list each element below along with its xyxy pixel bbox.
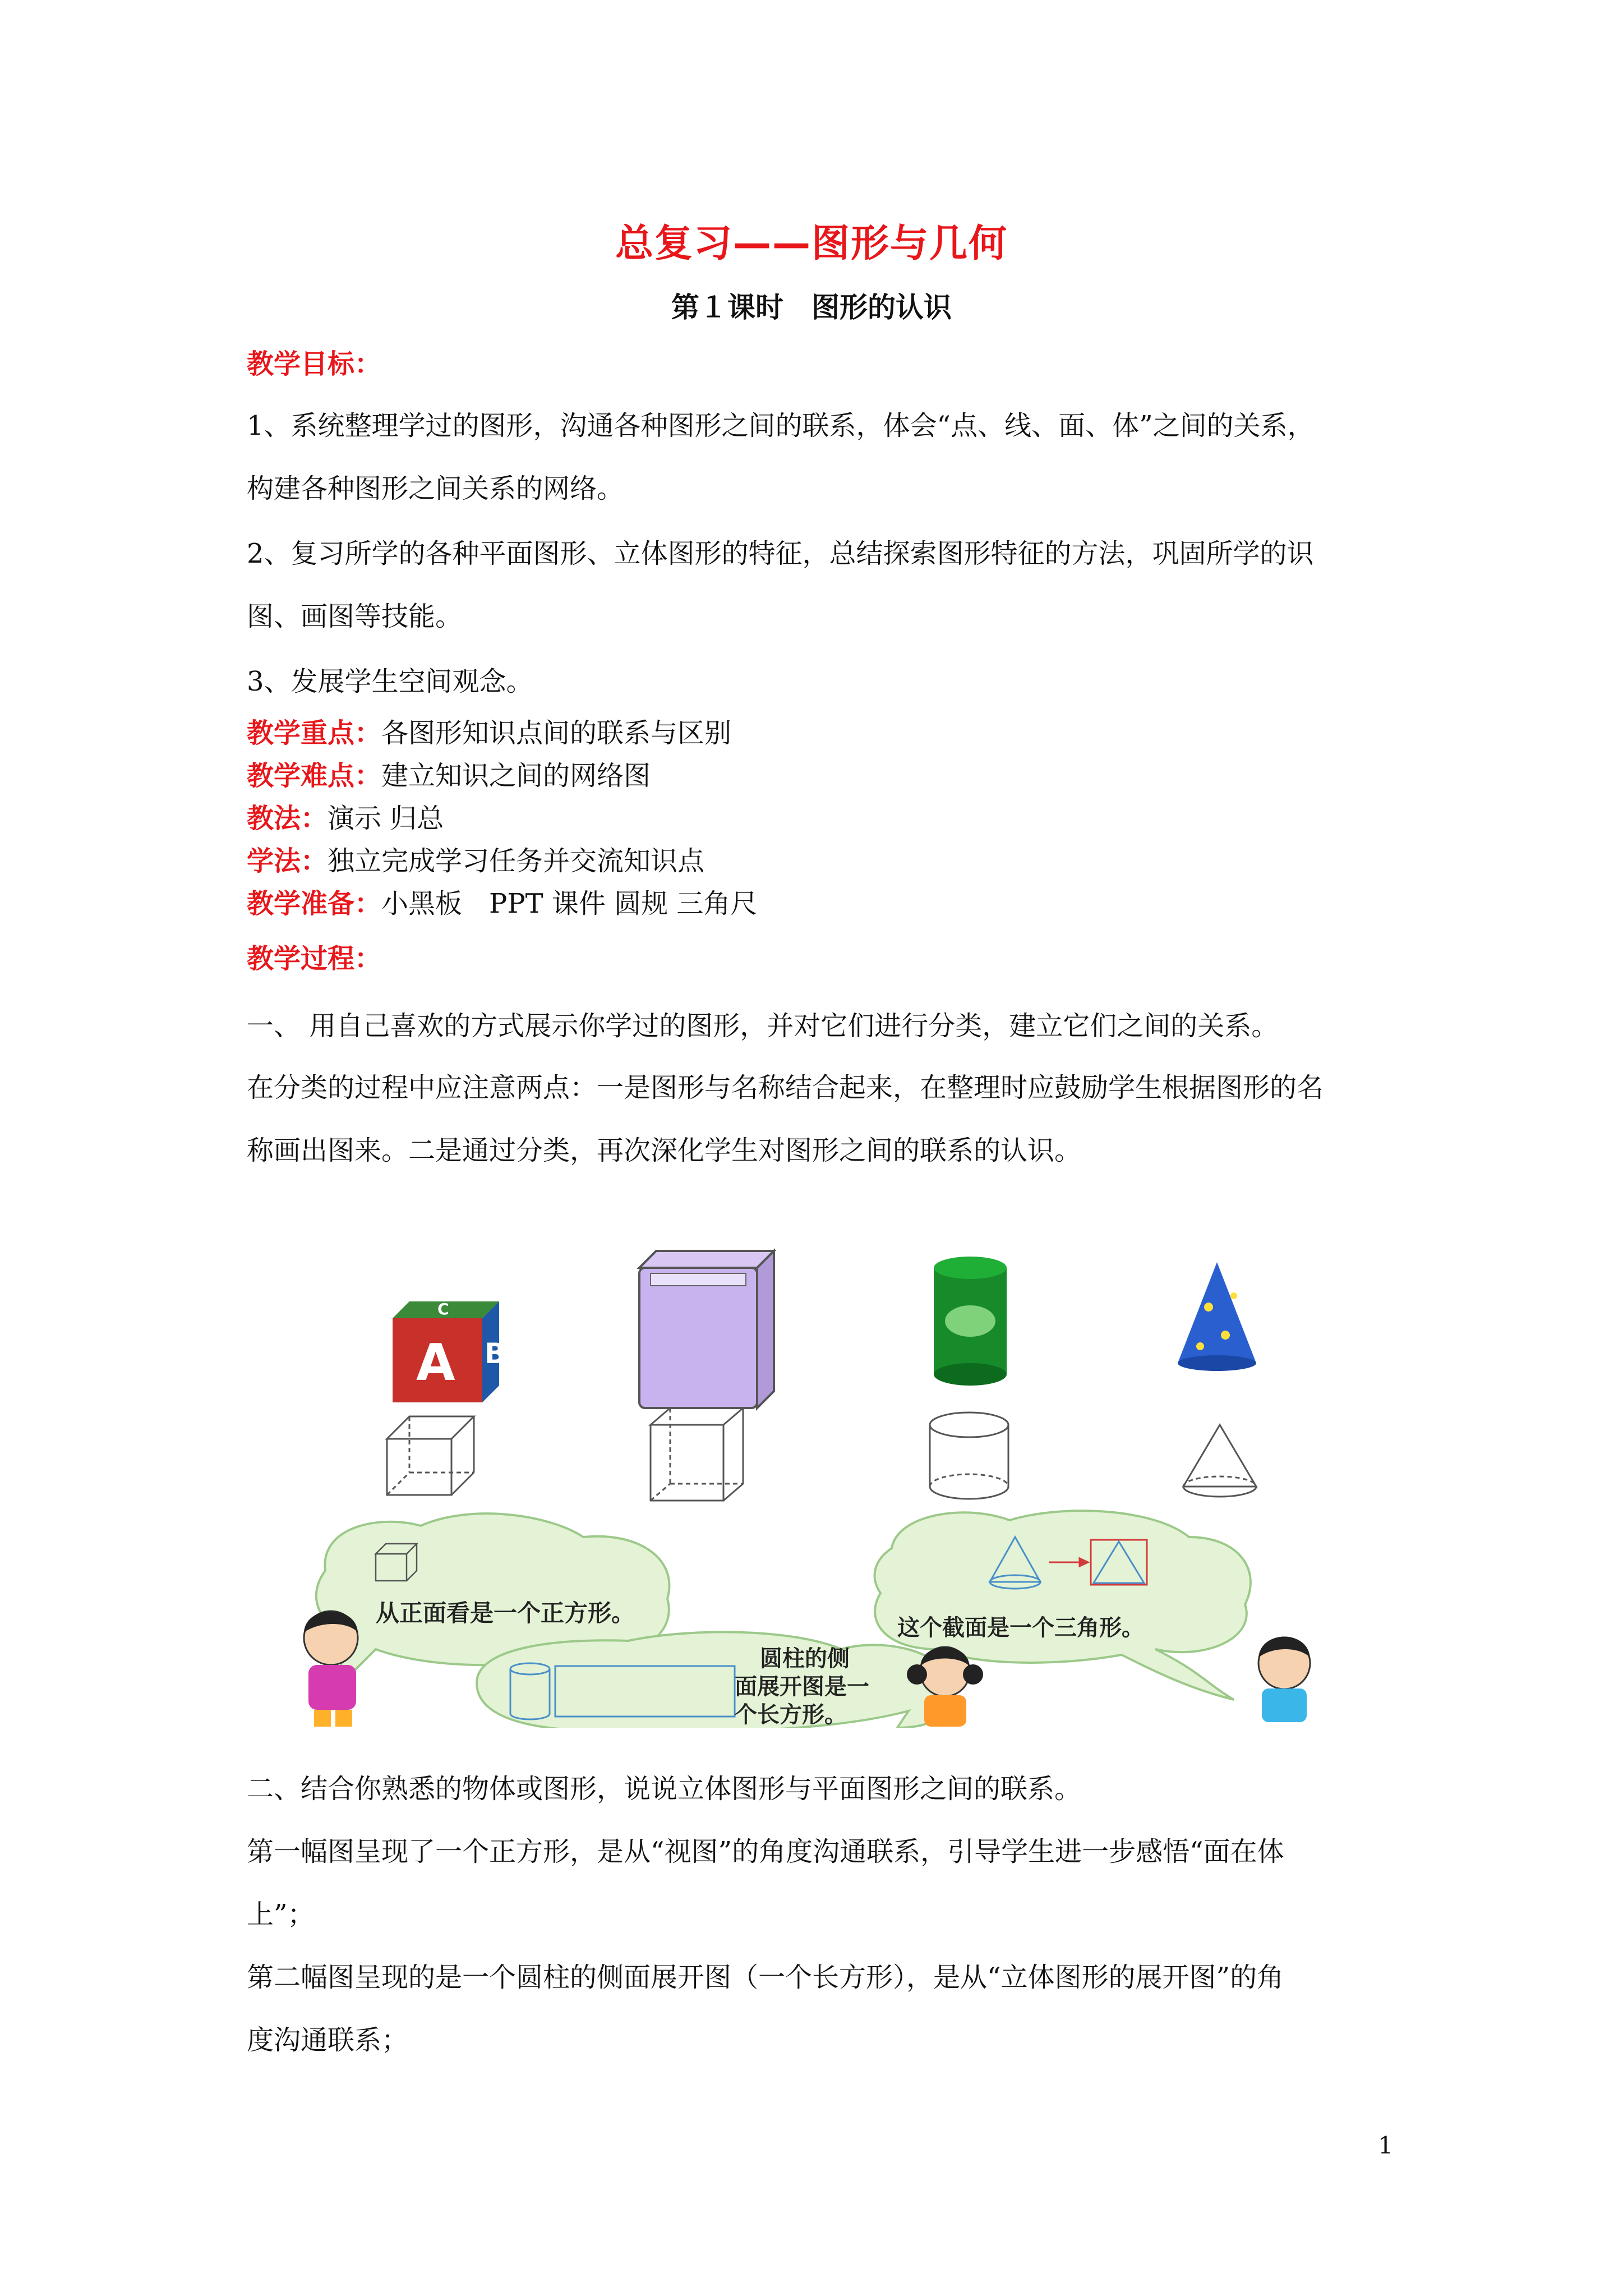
preparation-value: 小黑板 PPT 课件 圆规 三角尺 xyxy=(381,888,758,919)
difficult-points-row xyxy=(247,754,651,793)
bubble-middle-line-3: 个长方形。 xyxy=(735,1702,847,1728)
boy-right-icon xyxy=(1258,1637,1310,1723)
learning-method-value: 独立完成学习任务并交流知识点 xyxy=(328,845,705,877)
boy-left-icon xyxy=(304,1611,358,1727)
key-points-row xyxy=(247,711,731,750)
objective-line: 2、复习所学的各种平面图形、立体图形的特征，总结探索图形特征的方法，巩固所学的识 xyxy=(247,538,1314,569)
process-line: 第一幅图呈现了一个正方形，是从“视图”的角度沟通联系，引导学生进一步感悟“面在体 xyxy=(247,1836,1284,1867)
process-line: 第二幅图呈现的是一个圆柱的侧面展开图（一个长方形），是从“立体图形的展开图”的角 xyxy=(247,1962,1284,1993)
cube-letter-b: B xyxy=(485,1337,506,1370)
key-points-value: 各图形知识点间的联系与区别 xyxy=(381,717,732,749)
objective-line: 3、发展学生空间观念。 xyxy=(247,666,533,697)
cylinder-wireframe xyxy=(930,1412,1008,1499)
objective-line: 1、系统整理学过的图形，沟通各种图形之间的联系，体会“点、线、面、体”之间的关系， xyxy=(247,410,1315,441)
washing-machine-icon xyxy=(639,1251,774,1408)
learning-method-row xyxy=(247,839,704,878)
objective-line: 构建各种图形之间关系的网络。 xyxy=(247,473,624,504)
difficult-points-value: 建立知识之间的网络图 xyxy=(381,760,651,792)
preparation-row xyxy=(247,882,757,921)
bubble-middle-line-1: 圆柱的侧 xyxy=(760,1646,850,1672)
key-points-label: 教学重点： xyxy=(247,717,382,749)
teaching-method-label: 教法： xyxy=(247,803,328,834)
learning-method-label: 学法： xyxy=(247,845,328,877)
process-line: 上”； xyxy=(247,1899,315,1930)
process-heading: 教学过程： xyxy=(247,943,382,974)
process-line: 二、结合你熟悉的物体或图形，说说立体图形与平面图形之间的联系。 xyxy=(247,1773,1082,1805)
objective-line: 图、画图等技能。 xyxy=(247,601,463,632)
lesson-subtitle: 第１课时 图形的认识 xyxy=(671,291,952,324)
cuboid-wireframe xyxy=(651,1408,743,1501)
preparation-label: 教学准备： xyxy=(247,888,382,919)
teaching-method-value: 演示 归总 xyxy=(328,803,444,834)
teaching-method-row xyxy=(247,797,444,835)
letter-cube-icon xyxy=(393,1300,506,1402)
cube-wireframe xyxy=(387,1416,474,1495)
cube-letter-c: C xyxy=(437,1300,449,1318)
tea-tin-icon xyxy=(934,1257,1007,1386)
process-line: 度沟通联系； xyxy=(247,2024,409,2056)
page-number: 1 xyxy=(1378,2132,1393,2159)
speech-bubble-middle xyxy=(477,1632,953,1728)
cone-wireframe xyxy=(1183,1425,1256,1497)
page-title: 总复习——图形与几何 xyxy=(615,222,1008,266)
objectives-heading: 教学目标： xyxy=(247,348,382,380)
process-line: 称画出图来。二是通过分类，再次深化学生对图形之间的联系的认识。 xyxy=(247,1135,1082,1166)
party-hat-icon xyxy=(1178,1262,1256,1371)
cube-letter-a: A xyxy=(416,1333,455,1392)
difficult-points-label: 教学难点： xyxy=(247,760,382,792)
bubble-left-text: 从正面看是一个正方形。 xyxy=(376,1599,635,1627)
geometry-illustration xyxy=(236,1234,1391,1728)
process-line: 在分类的过程中应注意两点：一是图形与名称结合起来，在整理时应鼓励学生根据图形的名 xyxy=(247,1072,1324,1103)
bubble-middle-line-2: 面展开图是一 xyxy=(735,1674,869,1700)
bubble-right-text: 这个截面是一个三角形。 xyxy=(897,1615,1144,1641)
process-line: 一、 用自己喜欢的方式展示你学过的图形，并对它们进行分类，建立它们之间的关系。 xyxy=(247,1010,1279,1042)
